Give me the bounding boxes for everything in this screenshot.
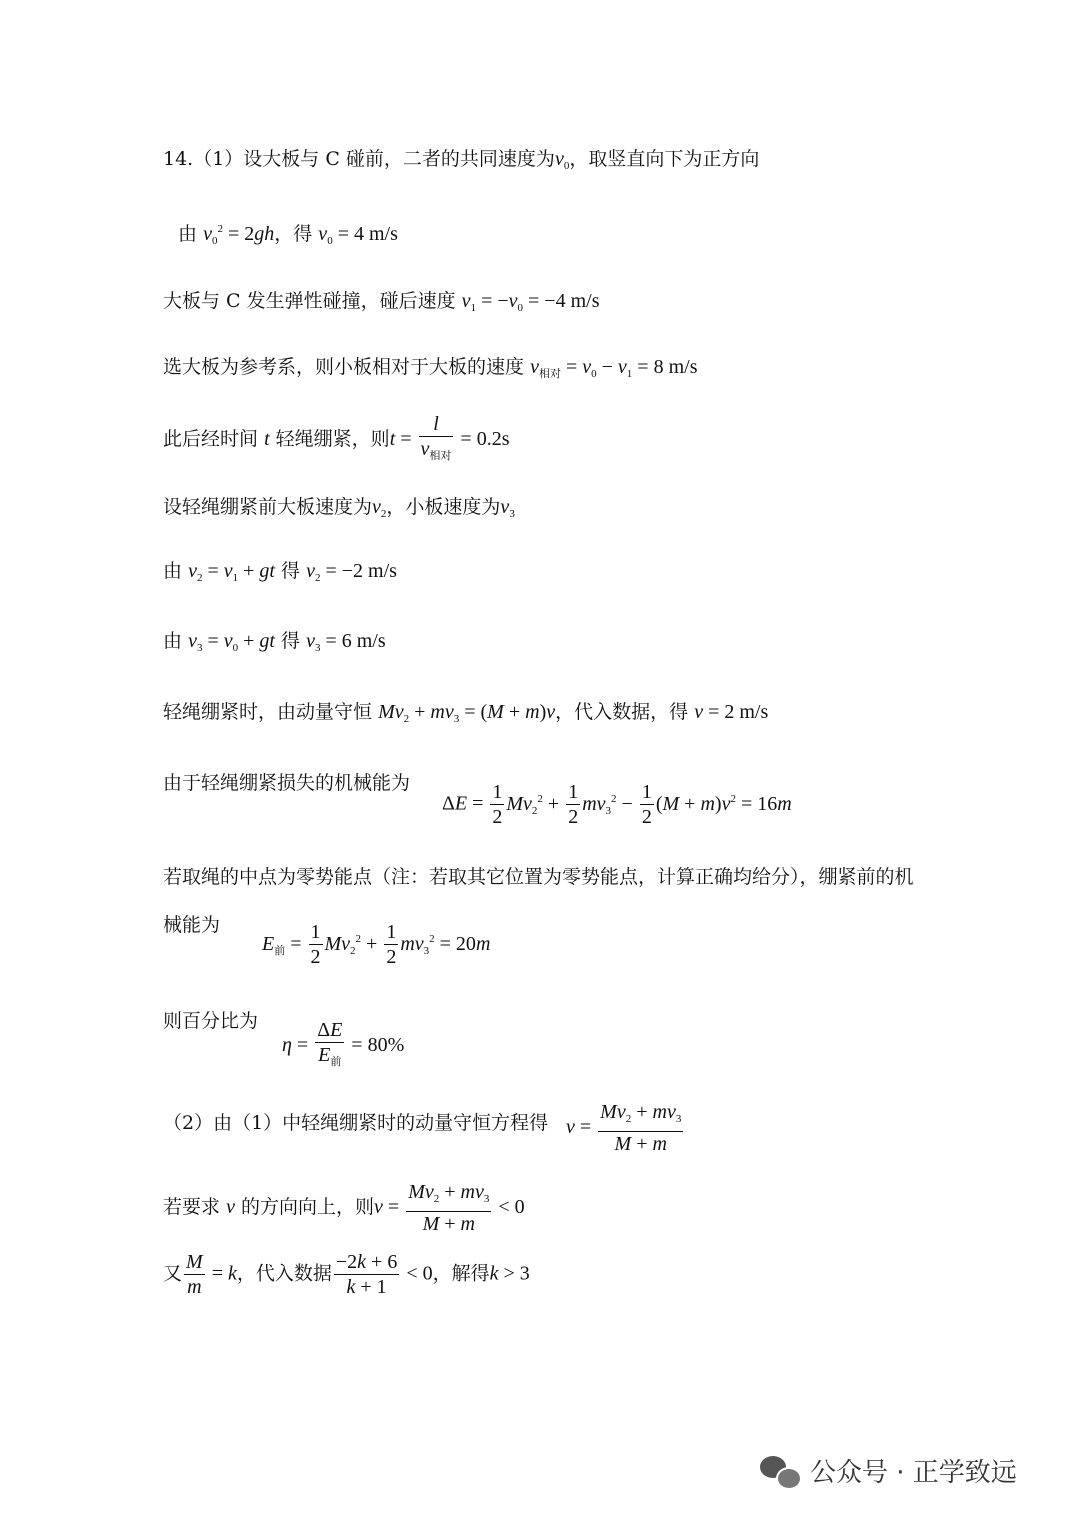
velocity-formula: v = $\frac{Mv_2 + mv_3}{M + m}$ — [566, 1101, 682, 1155]
solution-line-4: 选大板为参考系，则小板相对于大板的速度 $v_{相对} = v_0 - v_1 = 8$ m/s — [163, 356, 698, 380]
text: 14.（1）设大板与 C 碰前，二者的共同速度为 — [163, 148, 555, 170]
solution-line-5: 此后经时间 t 轻绳绷紧，则t = $\frac{l}{v_{相对}}$ = 0.2s — [163, 413, 510, 462]
text: ，解得 — [432, 1262, 490, 1285]
solution-line-14 — [163, 1108, 548, 1138]
subscript: 前 — [274, 944, 286, 957]
text: 轻绳绷紧时，由动量守恒 — [163, 701, 373, 723]
text: ，小板速度为 — [386, 496, 501, 518]
text: ，代入数据，得 — [555, 701, 689, 723]
text: ，得 — [274, 223, 313, 245]
text: 又 — [163, 1262, 183, 1285]
solution-line-1: 14.（1）设大板与 C 碰前，二者的共同速度为$v_0$，取竖直向下为正方向 — [163, 148, 760, 172]
text: 由 — [163, 560, 183, 582]
text: （2）由（1）中轻绳绷紧时的动量守恒方程得 — [163, 1112, 549, 1134]
text: 选大板为参考系，则小板相对于大板的速度 — [163, 356, 525, 378]
solution-line-3: 大板与 C 发生弹性碰撞，碰后速度 $v_1 = -v_0 = -4$ m/s — [163, 290, 600, 314]
solution-line-9: 轻绳绷紧时，由动量守恒 $Mv_2 + mv_3 = (M + m)v$，代入数据，得 v = 2 m/s — [163, 701, 769, 725]
energy-loss-formula: ΔE = $\frac{1}{2}$ $Mv_2^2$ + $\frac{1}{2}$ $mv_3^2$ − $\frac{1}{2}$ $(M + m)v^2 = 16m$ — [442, 781, 792, 828]
text: 设轻绳绷紧前大板速度为 — [163, 496, 373, 518]
energy-before-formula: $E_前$ = $\frac{1}{2}$ $Mv_2^2$ + $\frac{1}{2}$ $mv_3^2 = 20m$ — [262, 921, 491, 968]
text: 轻绳绷紧，则 — [275, 428, 390, 450]
solution-line-12 — [163, 910, 220, 940]
subscript: 前 — [330, 1056, 342, 1068]
solution-line-15: 若要求 v 的方向向上，则v = $\frac{Mv_2 + mv_3}{M + m}$ < 0 — [163, 1181, 525, 1235]
solution-line-10 — [163, 768, 410, 798]
subscript: 相对 — [429, 450, 452, 462]
text: 若取绳的中点为零势能点（注：若取其它位置为零势能点，计算正确均给分），绷紧前的机 — [163, 866, 914, 888]
watermark — [760, 1452, 1017, 1489]
text: 则百分比为 — [163, 1010, 259, 1032]
solution-line-8: 由 $v_3 = v_0$ + gt 得 $v_3 = 6$ m/s — [163, 630, 386, 654]
solution-line-13 — [163, 1006, 258, 1036]
wechat-icon — [760, 1454, 800, 1488]
text: 由 — [163, 630, 183, 652]
subscript: 相对 — [538, 368, 561, 380]
text: 的方向向上，则 — [241, 1196, 375, 1218]
text: ，取竖直向下为正方向 — [569, 148, 760, 170]
solution-line-11 — [163, 862, 914, 892]
solution-line-16: 又 $\frac{M}{m}$ = k，代入数据 $\frac{-2k + 6}{k + 1}$ < 0，解得k > 3 — [163, 1251, 530, 1298]
efficiency-formula: η = $\frac{\Delta E}{E_前}$ = 80% — [282, 1019, 405, 1068]
text: ，代入数据 — [236, 1262, 332, 1285]
text: 若要求 — [163, 1196, 221, 1218]
text: 得 — [281, 630, 301, 652]
solution-line-6: 设轻绳绷紧前大板速度为$v_2$，小板速度为$v_3$ — [163, 496, 515, 520]
text: 由 — [178, 223, 198, 245]
solution-line-7: 由 $v_2 = v_1$ + gt 得 $v_2 = -2$ m/s — [163, 560, 397, 584]
watermark-text: 公众号 · 正学致远 — [810, 1458, 1017, 1488]
solution-line-2: 由 $v_0^2 = 2gh$，得 $v_0 = 4$ m/s — [178, 223, 398, 247]
text: 械能为 — [163, 914, 221, 936]
text: 由于轻绳绷紧损失的机械能为 — [163, 772, 411, 794]
text: 得 — [281, 560, 301, 582]
text: 大板与 C 发生弹性碰撞，碰后速度 — [163, 290, 456, 312]
text: 此后经时间 — [163, 428, 259, 450]
